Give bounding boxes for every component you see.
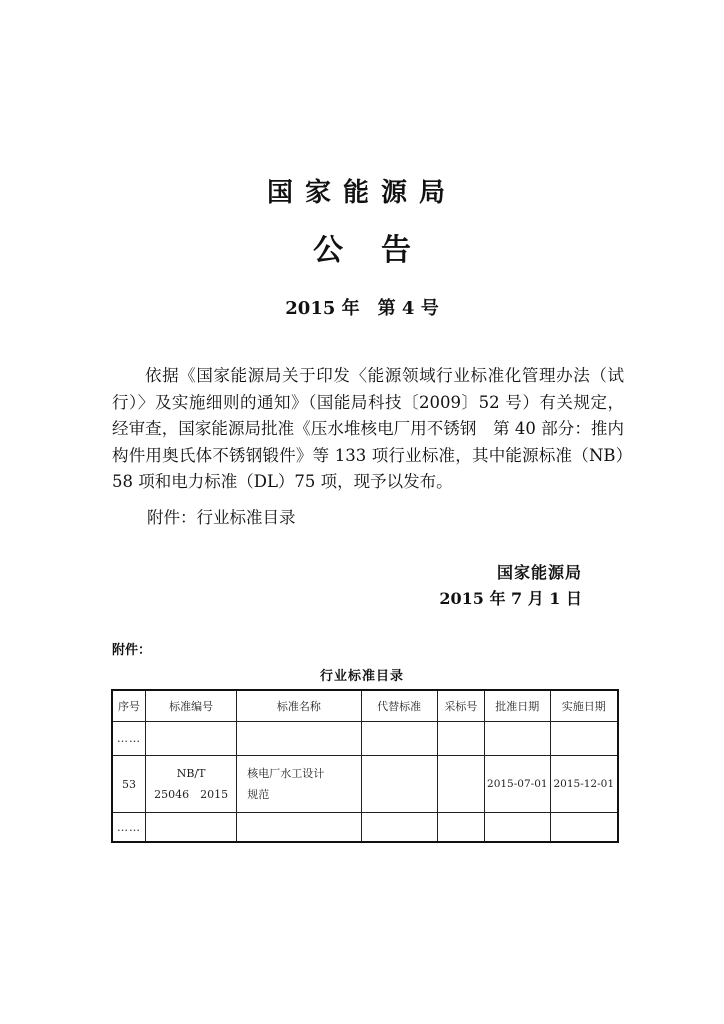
header-std-name: 标准名称	[237, 690, 361, 722]
row-adopted	[437, 756, 484, 813]
std-no-line-1: NB/T	[176, 767, 206, 780]
table-title: 行业标准目录	[319, 669, 404, 684]
ellipsis-cell: ……	[112, 722, 145, 756]
std-name-line-2: 规范	[247, 788, 270, 801]
body-paragraph: 依据《国家能源局关于印发〈能源领域行业标准化管理办法（试行）〉及实施细则的通知》（国能局科技〔2009〕52 号）有关规定，经审查，国家能源局批准《压水堆核电厂用不锈钢 第 40 部分：推内构件用奥氏体不锈钢锻件》等 133 项行业标准，其中能源标准（NB）58 项和电力标准（DL）75 项，现予以发布。	[112, 366, 624, 491]
header-index: 序号	[112, 690, 145, 722]
table-row	[112, 813, 618, 843]
std-no-line-2: 25046 2015	[154, 788, 229, 801]
table-header-row	[112, 690, 618, 722]
row-std-name	[237, 756, 361, 813]
header-replaces: 代替标准	[361, 690, 437, 722]
ellipsis-cell: ……	[112, 813, 145, 843]
header-approval-date: 批准日期	[485, 690, 550, 722]
signature-org: 国家能源局	[496, 563, 582, 582]
body-text	[112, 363, 624, 496]
std-name-line-1: 核电厂水工设计	[247, 767, 325, 780]
row-std-no	[145, 756, 236, 813]
org-title: 国家能源局	[266, 178, 457, 208]
header-adopted: 采标号	[437, 690, 484, 722]
notice-number: 2015 年 第 4 号	[285, 298, 439, 319]
table-row	[112, 756, 618, 813]
notice-title-char-2: 告	[381, 233, 411, 268]
standards-table	[111, 689, 619, 843]
notice-title	[0, 225, 724, 269]
row-replaces	[361, 756, 437, 813]
header-std-no: 标准编号	[145, 690, 236, 722]
row-index: 53	[112, 756, 145, 813]
notice-title-char-1: 公	[313, 233, 343, 268]
row-effective-date: 2015-12-01	[550, 756, 618, 813]
attachment-label: 附件：	[112, 643, 152, 658]
signature-date: 2015 年 7 月 1 日	[439, 589, 582, 608]
attachment-line: 附件：行业标准目录	[147, 508, 296, 527]
header-effective-date: 实施日期	[550, 690, 618, 722]
row-approval-date: 2015-07-01	[485, 756, 550, 813]
table-row	[112, 722, 618, 756]
